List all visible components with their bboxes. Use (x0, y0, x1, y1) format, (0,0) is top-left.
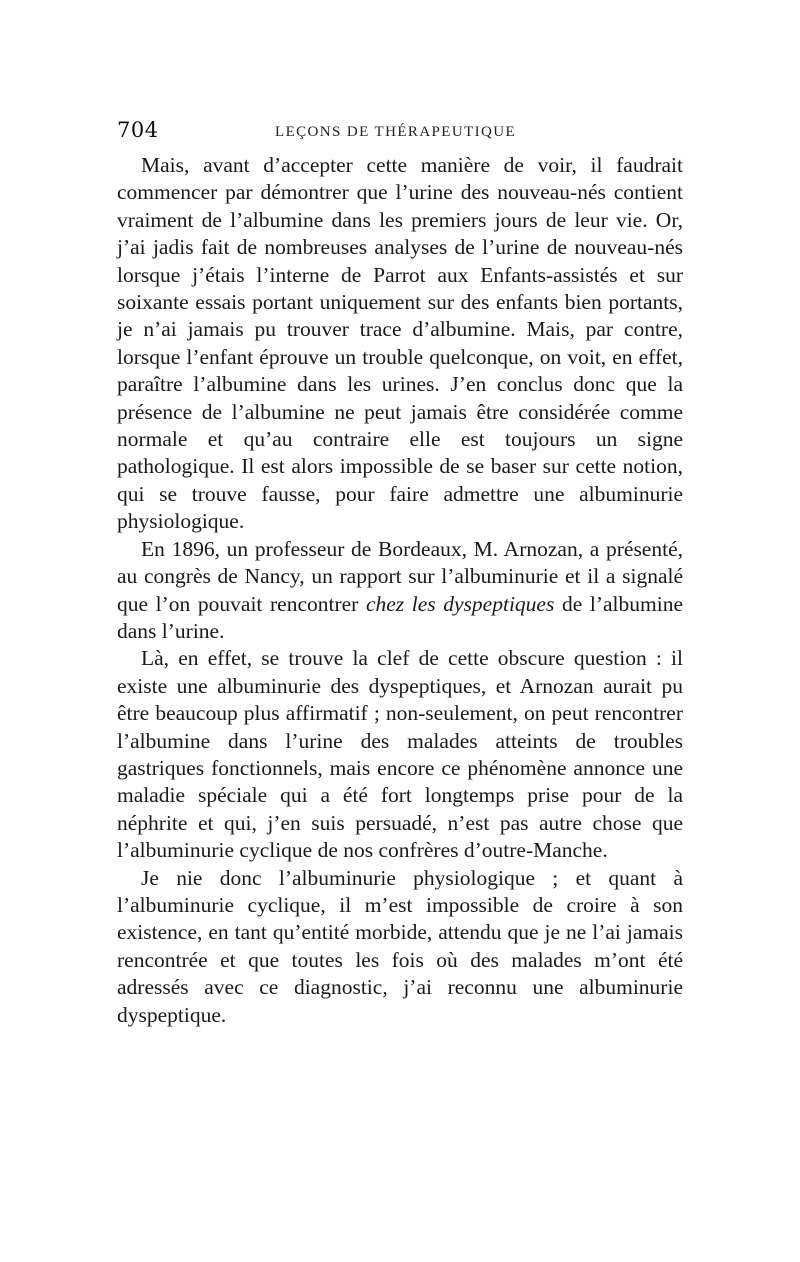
running-title: LEÇONS DE THÉRAPEUTIQUE (275, 124, 517, 140)
page-header (117, 118, 683, 148)
body-text (117, 152, 683, 1029)
paragraph-2-italic-phrase: chez les dyspeptiques (365, 591, 555, 616)
paragraph-3: Là, en effet, se trouve la clef de cette obscure question : il existe une albuminurie des dyspeptiques, et Arnozan aurait pu être beaucoup plus affirmatif ; non-seulement, on peut rencontrer l’albumine dans l’urine des malades atteints de troubles gastriques fonctionnels, mais encore ce phénomène annonce une maladie spéciale qui a été fort longtemps prise pour de la néphrite et qui, j’en suis persuadé, n’est pas autre chose que l’albuminurie cyclique de nos confrères d’outre-Manche. (117, 646, 683, 863)
paragraph-2-text-after: de l’albumine dans l’urine. (117, 591, 683, 643)
paragraph-1: Mais, avant d’accepter cette manière de voir, il faudrait commencer par démontrer que l’urine des nouveau-nés contient vraiment de l’albumine dans les premiers jours de leur vie. Or, j’ai jadis fait de nombreuses analyses de l’urine de nouveau-nés lorsque j’étais l’interne de Parrot aux Enfants-assistés et sur soixante essais portant uniquement sur des enfants bien portants, je n’ai jamais pu trouver trace d’albumine. Mais, par contre, lorsque l’enfant éprouve un trouble quelconque, on voit, en effet, paraître l’albumine dans les urines. J’en conclus donc que la présence de l’albumine ne peut jamais être considérée comme normale et qu’au contraire elle est toujours un signe pathologique. Il est alors impossible de se baser sur cette notion, qui se trouve fausse, pour faire admettre une albuminurie physiologique. (117, 153, 683, 534)
page-number: 704 (117, 118, 159, 142)
paragraph-2 (117, 536, 683, 646)
paragraph-4: Je nie donc l’albuminurie physiologique ; et quant à l’albuminurie cyclique, il m’est impossible de croire à son existence, en tant qu’entité morbide, attendu que je ne l’ai jamais rencontrée et que toutes les fois où des malades m’ont été adressés avec ce diagnostic, j’ai reconnu une albuminurie dyspeptique. (117, 865, 683, 1027)
paragraph-2-text-before: En 1896, un professeur de Bordeaux, M. Arnozan, a présenté, au congrès de Nancy, un rapport sur l’albuminurie et il a signalé que l’on pouvait rencontrer (117, 536, 683, 616)
